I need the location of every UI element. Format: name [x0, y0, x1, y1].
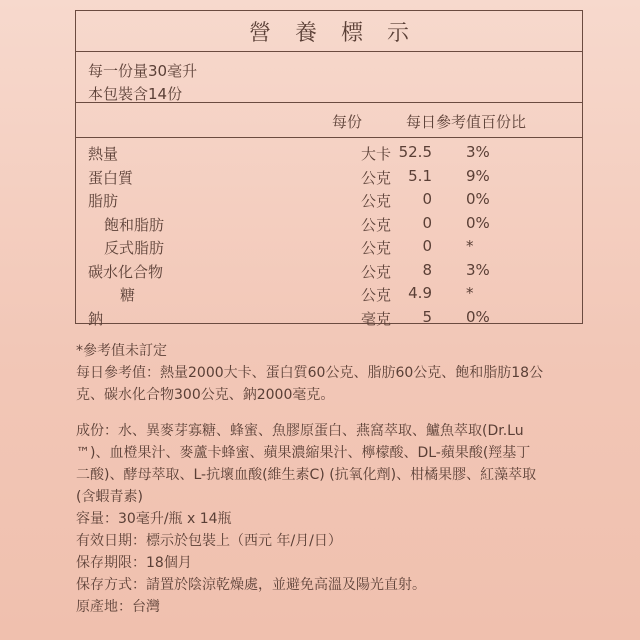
- nutrient-unit: 公克: [361, 286, 392, 304]
- nutrient-row-carbohydrate: [76, 260, 582, 284]
- nutrient-name: 碳水化合物: [88, 262, 164, 281]
- nutrient-name: 鈉: [88, 309, 104, 328]
- product-notes: [76, 340, 586, 618]
- nutrient-name: 飽和脂肪: [104, 215, 165, 234]
- servings-per-pack: 本包裝含14份: [88, 85, 183, 103]
- nutrient-unit: 公克: [361, 239, 392, 257]
- serving-size: 每一份量30毫升: [88, 62, 198, 80]
- nutrient-daily-value: *: [466, 284, 474, 302]
- nutrient-value: 0: [422, 190, 432, 208]
- country-of-origin: 原產地：台灣: [76, 599, 160, 615]
- nutrient-name: 蛋白質: [88, 168, 134, 187]
- ingredients: 二酸)、酵母萃取、L-抗壞血酸(維生素C) (抗氧化劑)、柑橘果膠、紅藻萃取: [76, 467, 537, 483]
- nutrient-name: 糖: [120, 286, 136, 304]
- nutrient-value: 8: [422, 260, 432, 279]
- nutrient-value: 5: [422, 307, 432, 326]
- nutrient-daily-value: 3%: [466, 143, 490, 161]
- col-daily-value: 每日參考值百份比: [406, 113, 527, 131]
- nutrient-row-fat: [76, 189, 582, 213]
- nutrient-name: 反式脂肪: [104, 239, 165, 257]
- nutrient-daily-value: *: [466, 237, 474, 255]
- nutrient-unit: 公克: [361, 215, 392, 234]
- ingredients: ™)、血橙果汁、麥蘆卡蜂蜜、蘋果濃縮果汁、檸檬酸、DL-蘋果酸(羥基丁: [76, 445, 531, 461]
- nutrient-value: 4.9: [408, 284, 432, 302]
- daily-value-footnote: *參考值未訂定: [76, 343, 167, 359]
- capacity: 容量：30毫升/瓶 x 14瓶: [76, 511, 232, 527]
- nutrient-unit: 大卡: [361, 145, 392, 163]
- nutrient-value: 52.5: [398, 143, 432, 161]
- ingredients: 成份：水、異麥芽寡糖、蜂蜜、魚膠原蛋白、燕窩萃取、鱸魚萃取(Dr.Lu: [76, 423, 524, 439]
- storage-method: 保存方式：請置於陰涼乾燥處，並避免高溫及陽光直射。: [76, 577, 426, 593]
- serving-info: [76, 52, 582, 102]
- nutrient-row-protein: [76, 166, 582, 190]
- nutrient-name: 脂肪: [88, 192, 119, 210]
- nutrient-name: 熱量: [88, 145, 119, 163]
- daily-value-reference: 克、碳水化合物300公克、鈉2000毫克。: [76, 387, 335, 403]
- nutrient-daily-value: 0%: [466, 190, 490, 208]
- ingredients: (含蝦青素): [76, 489, 143, 505]
- nutrient-value: 0: [422, 213, 432, 232]
- nutrient-daily-value: 0%: [466, 213, 490, 232]
- nutrient-row-energy: [76, 142, 582, 166]
- daily-value-reference: 每日參考值：熱量2000大卡、蛋白質60公克、脂肪60公克、飽和脂肪18公: [76, 365, 544, 381]
- spacer: [76, 406, 586, 420]
- nutrition-facts-panel: [75, 10, 583, 328]
- nutrient-daily-value: 9%: [466, 166, 490, 185]
- nutrient-daily-value: 3%: [466, 260, 490, 279]
- nutrient-row-sodium: [76, 307, 582, 331]
- nutrient-value: 0: [422, 237, 432, 255]
- nutrient-unit: 毫克: [361, 309, 392, 328]
- nutrient-row-sugar: [76, 283, 582, 307]
- nutrient-value: 5.1: [408, 166, 432, 185]
- nutrient-daily-value: 0%: [466, 307, 490, 326]
- column-header: [76, 103, 582, 137]
- col-per-serving: 每份: [332, 113, 363, 131]
- nutrient-unit: 公克: [361, 262, 392, 281]
- expiry-date: 有效日期：標示於包裝上（西元 年/月/日）: [76, 533, 342, 549]
- shelf-life: 保存期限：18個月: [76, 555, 192, 571]
- nutrient-row-trans-fat: [76, 236, 582, 260]
- panel-title: 營養標示: [76, 11, 582, 52]
- nutrient-unit: 公克: [361, 192, 392, 210]
- nutrient-rows: [76, 138, 582, 330]
- nutrient-row-saturated-fat: [76, 213, 582, 237]
- nutrient-unit: 公克: [361, 168, 392, 187]
